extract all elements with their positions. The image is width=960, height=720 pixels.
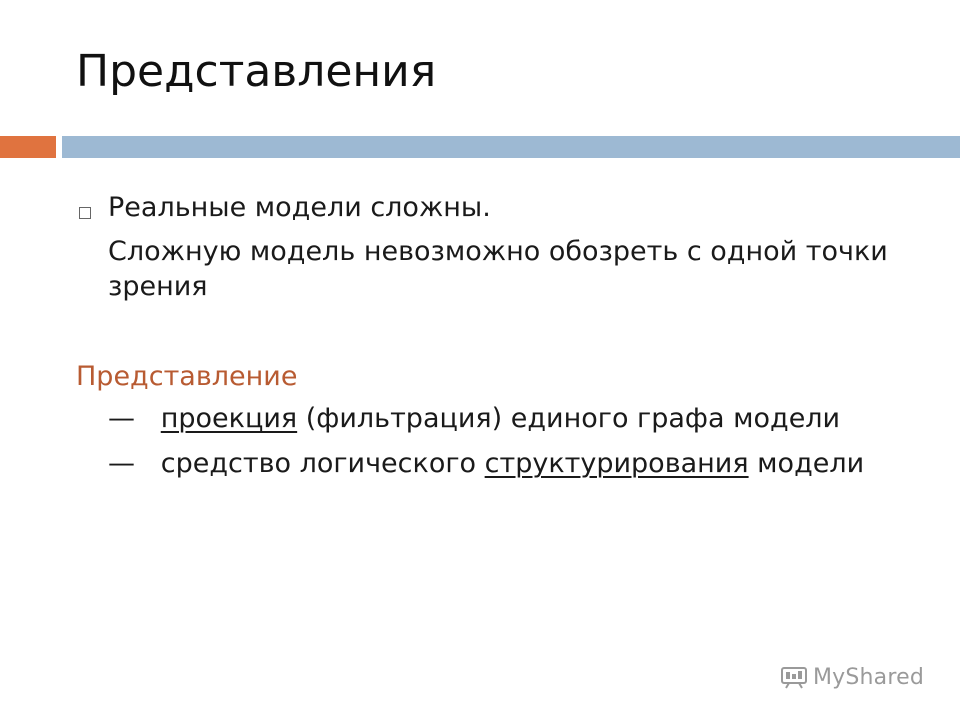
dash-marker: — [108, 448, 135, 480]
underlined-term: структурирования [484, 448, 749, 480]
watermark-text: MyShared [812, 665, 924, 690]
divider-bar [62, 136, 960, 158]
item-text-after: модели [748, 448, 865, 480]
slide-title: Представления [76, 46, 437, 97]
bullet-text: Реальные модели сложны. [108, 192, 491, 223]
definition-item [76, 446, 936, 482]
item-text-before: средство логического [160, 448, 485, 480]
square-bullet-icon [79, 207, 91, 219]
section-heading: Представление [76, 360, 298, 392]
dash-marker: — [108, 402, 135, 434]
accent-bar [0, 136, 56, 158]
bullet-item [76, 190, 936, 226]
underlined-term: проекция [160, 402, 298, 434]
watermark [781, 665, 924, 690]
definition-item [76, 401, 936, 437]
slide-content [76, 190, 936, 482]
paragraph: Сложную модель невозможно обозреть с одной точки зрения [108, 235, 888, 303]
presentation-board-icon [781, 667, 807, 689]
item-text-after: (фильтрация) единого графа модели [297, 402, 841, 434]
